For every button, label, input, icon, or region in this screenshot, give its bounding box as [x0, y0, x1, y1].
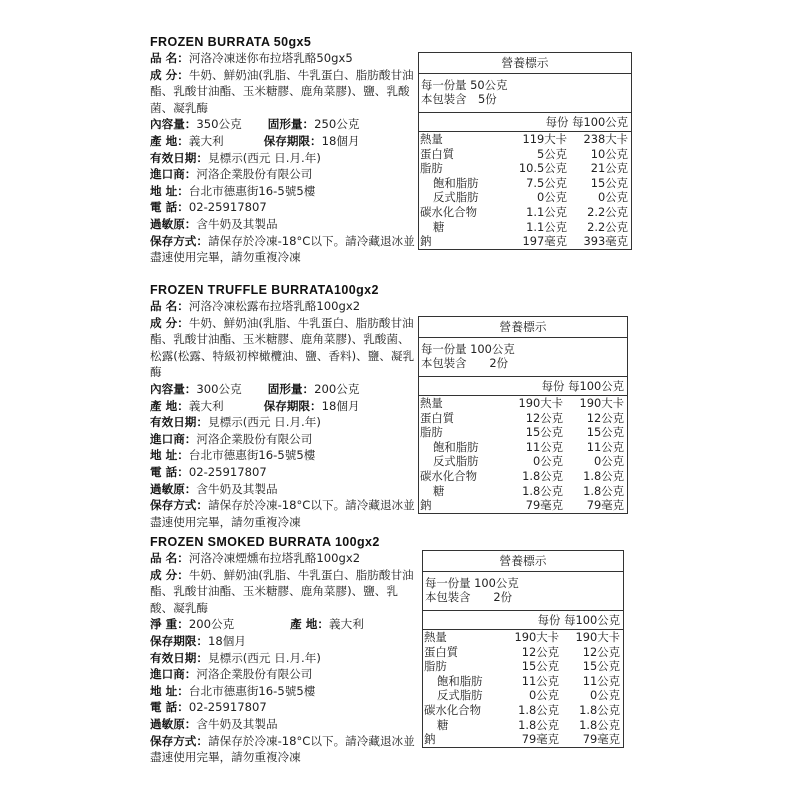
per-100g-value: 0公克: [589, 688, 620, 703]
phone-row: 電 話：02-25917807: [150, 200, 267, 215]
nutrient-name: 鈉: [424, 732, 436, 747]
storage-row: 保存方式：請保存於冷凍-18°C以下。請冷藏退冰並盡速使用完畢，請勿重複冷凍: [150, 498, 415, 529]
per-serving-value: 15公克: [521, 659, 559, 674]
per-serving-value: 12公克: [525, 410, 563, 425]
nutrient-name: 糖: [433, 219, 445, 234]
per-100g-value: 1.8公克: [579, 717, 620, 732]
allergen-row: 過敏原：含牛奶及其製品: [150, 716, 278, 731]
nutrient-name: 脂肪: [424, 659, 447, 674]
per-serving-value: 1.8公克: [522, 468, 563, 483]
per-serving-value: 11公克: [525, 439, 563, 454]
serving-info: [423, 572, 623, 611]
phone-row: 電 話：02-25917807: [150, 464, 267, 479]
per-serving-value: 190大卡: [514, 630, 559, 644]
per-100g-value: 12公克: [586, 410, 624, 425]
per-serving-value: 1.1公克: [526, 204, 567, 219]
address-row: 地 址：台北市德惠街16-5號5樓: [150, 183, 316, 198]
per-serving-value: 0公克: [536, 190, 567, 205]
expiry-row: 有效日期：見標示(西元 日.月.年): [150, 650, 321, 665]
per-serving-value: 11公克: [521, 673, 559, 688]
nutrition-row: [423, 645, 623, 660]
nutrient-name: 反式脂肪: [433, 190, 479, 205]
nutrition-rows: [419, 132, 631, 249]
ingredients-row: 成 分：牛奶、鮮奶油(乳脂、牛乳蛋白、脂肪酸甘油酯、乳酸甘油酯、玉米糖膠、鹿角菜膠)、乳酸菌、松露(松露、特級初榨橄欖油、鹽、香料)、鹽、凝乳酶: [150, 315, 415, 380]
nutrient-name: 糖: [437, 717, 449, 732]
label-title: FROZEN BURRATA 50gx5: [150, 35, 312, 49]
per-100g-value: 11公克: [582, 673, 620, 688]
nutrient-name: 飽和脂肪: [437, 673, 483, 688]
nutrient-name: 熱量: [424, 630, 447, 644]
per-100g-value: 12公克: [582, 644, 620, 659]
serving-size: 每一份量 100公克: [421, 342, 515, 356]
phone-row: 電 話：02-25917807: [150, 700, 267, 715]
product-name-row: 品 名：河洛冷凍松露布拉塔乳酪100gx2: [150, 299, 361, 313]
nutrition-heading: 營養標示: [419, 317, 627, 338]
nutrition-row: [419, 234, 631, 249]
product-info: [150, 298, 416, 530]
per-100g-value: 79毫克: [586, 498, 624, 513]
expiry-row: 有效日期：見標示(西元 日.月.年): [150, 150, 321, 165]
allergen-row: 過敏原：含牛奶及其製品: [150, 481, 278, 496]
nutrient-name: 飽和脂肪: [433, 175, 479, 190]
nutrition-column-headers: 每份 每100公克: [419, 113, 631, 132]
nutrient-name: 蛋白質: [420, 410, 455, 425]
nutrient-name: 碳水化合物: [420, 468, 477, 483]
importer-row: 進口商：河洛企業股份有限公司: [150, 667, 313, 682]
nutrient-name: 反式脂肪: [433, 454, 479, 469]
importer-row: 進口商：河洛企業股份有限公司: [150, 167, 313, 182]
servings-per-pack: 本包裝含 5份: [421, 92, 497, 106]
nutrition-row: [423, 732, 623, 747]
serving-info: [419, 74, 631, 113]
per-100g-value: 1.8公克: [583, 483, 624, 498]
label-smoked-burrata: [150, 534, 630, 765]
per-serving-value: 79毫克: [525, 498, 563, 513]
nutrition-column-headers: 每份 每100公克: [419, 377, 627, 396]
per-serving-value: 1.1公克: [526, 219, 567, 234]
per-100g-value: 190大卡: [575, 630, 620, 644]
nutrient-name: 熱量: [420, 132, 443, 146]
nutrition-row: [419, 425, 627, 440]
nutrition-row: [419, 220, 631, 235]
per-100g-value: 11公克: [586, 439, 624, 454]
serving-info: [419, 338, 627, 377]
per-serving-value: 1.8公克: [518, 702, 559, 717]
per-100g-value: 10公克: [590, 146, 628, 161]
nutrient-name: 碳水化合物: [420, 204, 477, 219]
per-100g-value: 15公克: [582, 659, 620, 674]
label-truffle-burrata: [150, 282, 630, 529]
product-name-row: 品 名：河洛冷凍迷你布拉塔乳酪50gx5: [150, 51, 353, 65]
nutrition-row: [423, 718, 623, 733]
per-serving-value: 1.8公克: [522, 483, 563, 498]
nutrition-row: [419, 205, 631, 220]
nutrient-name: 飽和脂肪: [433, 439, 479, 454]
nutrition-facts-table: [418, 52, 632, 250]
per-serving-value: 7.5公克: [526, 175, 567, 190]
content-row: 內容量：300公克 固形量：200公克: [150, 381, 360, 396]
nutrition-row: [419, 498, 627, 513]
nutrient-name: 熱量: [420, 396, 443, 410]
servings-per-pack: 本包裝含 2份: [421, 356, 508, 370]
per-serving-value: 0公克: [528, 688, 559, 703]
net-weight-row: 淨 重：200公克 產 地：義大利: [150, 617, 364, 632]
nutrient-name: 碳水化合物: [424, 702, 481, 717]
expiry-row: 有效日期：見標示(西元 日.月.年): [150, 415, 321, 430]
nutrient-name: 蛋白質: [420, 146, 455, 161]
nutrition-rows: [423, 630, 623, 747]
nutrient-name: 糖: [433, 483, 445, 498]
nutrition-row: [423, 688, 623, 703]
nutrition-heading: 營養標示: [419, 53, 631, 74]
content-row: 內容量：350公克 固形量：250公克: [150, 117, 360, 132]
per-serving-value: 10.5公克: [518, 161, 567, 176]
nutrition-row: [419, 176, 631, 191]
nutrition-row: [419, 454, 627, 469]
nutrition-row: [423, 703, 623, 718]
product-name-row: 品 名：河洛冷凍煙燻布拉塔乳酪100gx2: [150, 551, 361, 565]
shelf-life-row: 保存期限：18個月: [150, 633, 246, 648]
per-serving-value: 0公克: [532, 454, 563, 469]
nutrition-rows: [419, 396, 627, 513]
nutrition-row: [419, 161, 631, 176]
label-burrata: [150, 34, 630, 265]
per-100g-value: 190大卡: [579, 396, 624, 410]
nutrition-row: [419, 411, 627, 426]
per-serving-value: 5公克: [536, 146, 567, 161]
nutrition-row: [419, 396, 627, 411]
nutrient-name: 鈉: [420, 234, 432, 249]
per-100g-value: 1.8公克: [583, 468, 624, 483]
address-row: 地 址：台北市德惠街16-5號5樓: [150, 683, 316, 698]
nutrient-name: 蛋白質: [424, 644, 459, 659]
per-100g-value: 1.8公克: [579, 702, 620, 717]
per-100g-value: 0公克: [597, 190, 628, 205]
per-100g-value: 0公克: [593, 454, 624, 469]
per-serving-value: 119大卡: [522, 132, 567, 146]
product-info: [150, 50, 416, 266]
importer-row: 進口商：河洛企業股份有限公司: [150, 431, 313, 446]
per-100g-value: 21公克: [590, 161, 628, 176]
nutrition-row: [419, 190, 631, 205]
nutrition-facts-table: [422, 550, 624, 748]
serving-size: 每一份量 50公克: [421, 78, 508, 92]
storage-row: 保存方式：請保存於冷凍-18°C以下。請冷藏退冰並盡速使用完畢，請勿重複冷凍: [150, 733, 415, 765]
ingredients-row: 成 分：牛奶、鮮奶油(乳脂、牛乳蛋白、脂肪酸甘油酯、乳酸甘油酯、玉米糖膠、鹿角菜膠)、鹽、乳酸菌、凝乳酶: [150, 67, 414, 115]
per-100g-value: 238大卡: [583, 132, 628, 146]
nutrition-column-headers: 每份 每100公克: [423, 611, 623, 630]
per-100g-value: 393毫克: [583, 234, 628, 249]
nutrition-facts-table: [418, 316, 628, 514]
label-title: FROZEN SMOKED BURRATA 100gx2: [150, 535, 380, 549]
address-row: 地 址：台北市德惠街16-5號5樓: [150, 448, 316, 463]
nutrition-row: [423, 630, 623, 645]
nutrition-row: [423, 659, 623, 674]
servings-per-pack: 本包裝含 2份: [425, 590, 512, 604]
nutrient-name: 脂肪: [420, 425, 443, 440]
nutrition-row: [419, 469, 627, 484]
storage-row: 保存方式：請保存於冷凍-18°C以下。請冷藏退冰並盡速使用完畢，請勿重複冷凍: [150, 233, 415, 265]
per-100g-value: 2.2公克: [587, 204, 628, 219]
label-title: FROZEN TRUFFLE BURRATA100gx2: [150, 283, 379, 297]
nutrition-row: [419, 132, 631, 147]
per-serving-value: 190大卡: [518, 396, 563, 410]
product-info: [150, 550, 416, 766]
per-serving-value: 1.8公克: [518, 717, 559, 732]
ingredients-row: 成 分：牛奶、鮮奶油(乳脂、牛乳蛋白、脂肪酸甘油酯、乳酸甘油酯、玉米糖膠、鹿角菜膠)、鹽、乳酸、凝乳酶: [150, 567, 414, 615]
per-100g-value: 15公克: [590, 175, 628, 190]
per-serving-value: 79毫克: [521, 732, 559, 747]
origin-row: 產 地：義大利 保存期限：18個月: [150, 398, 360, 413]
per-100g-value: 15公克: [586, 425, 624, 440]
allergen-row: 過敏原：含牛奶及其製品: [150, 216, 278, 231]
serving-size: 每一份量 100公克: [425, 576, 519, 590]
per-100g-value: 79毫克: [582, 732, 620, 747]
origin-row: 產 地：義大利 保存期限：18個月: [150, 133, 360, 148]
nutrient-name: 脂肪: [420, 161, 443, 176]
nutrient-name: 反式脂肪: [437, 688, 483, 703]
per-serving-value: 197毫克: [522, 234, 567, 249]
per-serving-value: 15公克: [525, 425, 563, 440]
nutrition-heading: 營養標示: [423, 551, 623, 572]
nutrition-row: [423, 674, 623, 689]
nutrition-row: [419, 484, 627, 499]
per-serving-value: 12公克: [521, 644, 559, 659]
per-100g-value: 2.2公克: [587, 219, 628, 234]
nutrition-row: [419, 440, 627, 455]
nutrition-row: [419, 147, 631, 162]
nutrient-name: 鈉: [420, 498, 432, 513]
